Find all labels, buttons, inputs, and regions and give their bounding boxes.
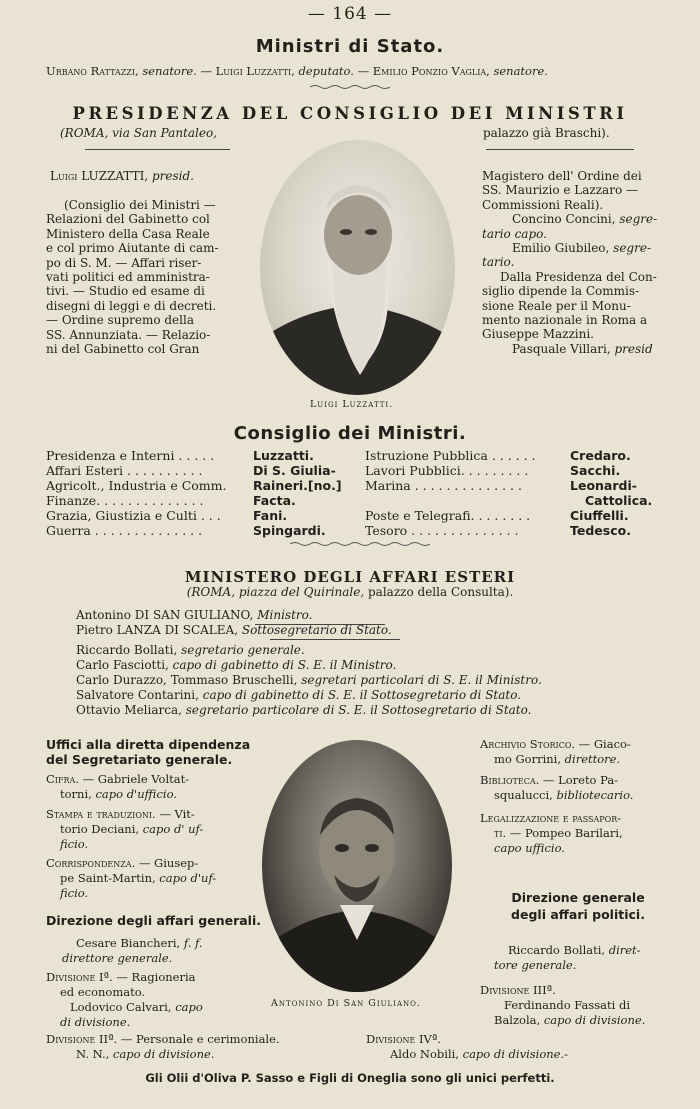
- footer-advertisement: Gli Olii d'Oliva P. Sasso e Figli di Oneglia sono gli unici perfetti.: [145, 1071, 555, 1085]
- ministri-stato-title: Ministri di Stato.: [255, 36, 445, 57]
- separator: —: [200, 64, 212, 78]
- text-line: Pasquale Villari, presid: [512, 341, 653, 356]
- staff-row: Pietro LANZA DI SCALEA, Sottosegretario di Stato.: [76, 623, 392, 637]
- text-line: Ministero della Casa Reale: [46, 226, 210, 241]
- separator: —: [357, 64, 370, 78]
- divisione-4-entry: Divisione IVª. Aldo Nobili, capo di divisione.-: [366, 1032, 569, 1061]
- rule: [270, 639, 400, 640]
- consiglio-title: Consiglio dei Ministri.: [233, 423, 467, 444]
- text-line: — Ordine supremo della: [46, 313, 194, 328]
- presidenza-title: PRESIDENZA DEL CONSIGLIO DEI MINISTRI: [72, 104, 628, 123]
- staff-row: Carlo Fasciotti, capo di gabinetto di S. E. il Ministro.: [76, 658, 397, 672]
- minister-row: Grazia, Giustizia e Culti . . . Fani.: [46, 508, 288, 523]
- text-line: Commissioni Reali).: [482, 197, 604, 212]
- bollati-entry: Riccardo Bollati, diret- tore generale.: [494, 943, 641, 972]
- ministri-stato-list: [46, 64, 676, 78]
- text-line: Concino Concini, segre-: [512, 212, 658, 227]
- divisione-3-entry: Divisione IIIª. Ferdinando Fassati di Balzola, capo di divisione.: [480, 983, 646, 1027]
- presidenza-right-column: [482, 169, 672, 356]
- archivio-entry: Archivio Storico. — Giaco- mo Gorrini, direttore.: [480, 737, 631, 766]
- cifra-entry: Cifra. — Gabriele Voltat- torni, capo d'ufficio.: [46, 772, 190, 801]
- luzzatti-caption: Luigi Luzzatti.: [310, 399, 394, 410]
- member-role: senatore.: [142, 64, 197, 78]
- text-line: tario capo.: [482, 226, 547, 241]
- consiglio-left-list: [46, 448, 356, 538]
- esteri-address: (ROMA, piazza del Quirinale, palazzo della Consulta).: [186, 585, 514, 599]
- biblioteca-entry: Biblioteca. — Loreto Pa- squalucci, bibliotecario.: [480, 773, 634, 802]
- president-name: Luigi LUZZATTI,: [50, 169, 149, 183]
- presidenza-address-left: (ROMA, via San Pantaleo,: [60, 126, 218, 140]
- member-name: Luigi Luzzatti,: [215, 64, 295, 78]
- ornament-divider: [310, 84, 390, 90]
- portrait-figure-icon: [262, 740, 452, 992]
- san-giuliano-portrait: [262, 740, 452, 992]
- minister-row: Finanze. . . . . . . . . . . . . . Facta.: [46, 493, 296, 508]
- staff-row: Riccardo Bollati, segretario generale.: [76, 643, 305, 657]
- presidenza-address-right: palazzo già Braschi).: [483, 126, 610, 140]
- ornament-divider: [290, 541, 430, 547]
- minister-row: Presidenza e Interni . . . . . Luzzatti.: [46, 448, 314, 463]
- rule: [85, 149, 230, 150]
- text-line: tario.: [482, 255, 515, 270]
- staff-row: Ottavio Meliarca, segretario particolare di S. E. il Sottosegretario di Stato.: [76, 703, 532, 717]
- staff-row: Salvatore Contarini, capo di gabinetto di S. E. il Sottosegretario di Stato.: [76, 688, 522, 702]
- text-line: (Consiglio dei Ministri —: [64, 198, 216, 212]
- text-line: mento nazionale in Roma a: [482, 313, 648, 328]
- esteri-title: MINISTERO DEGLI AFFARI ESTERI: [184, 568, 516, 586]
- stampa-entry: Stampa e traduzioni. — Vit- torio Deciani, capo d' uf- ficio.: [46, 807, 204, 851]
- divisione-2-entry: Divisione IIª. — Personale e cerimoniale. N. N., capo di divisione.: [46, 1032, 280, 1061]
- president-line: [50, 169, 194, 183]
- text-line: ni del Gabinetto col Gran: [46, 342, 200, 357]
- text-line: Magistero dell' Ordine dei: [482, 169, 642, 183]
- biancheri-entry: Cesare Biancheri, f. f. direttore generale.: [62, 936, 203, 965]
- text-line: e col primo Aiutante di cam-: [46, 241, 219, 256]
- minister-row: Lavori Pubblici. . . . . . . . . Sacchi.: [365, 463, 621, 478]
- luzzatti-portrait: [260, 140, 455, 395]
- member-role: senatore.: [493, 64, 548, 78]
- dir-affari-generali-heading: Direzione degli affari generali.: [46, 913, 261, 928]
- legalizzazione-entry: Legalizzazione e passapor- ti. — Pompeo Barilari, capo ufficio.: [480, 811, 623, 855]
- minister-row: Istruzione Pubblica . . . . . . Credaro.: [365, 448, 631, 463]
- text-line: po di S. M. — Affari riser-: [46, 255, 202, 270]
- text-line: vati politici ed amministra-: [46, 270, 210, 285]
- san-giuliano-caption: Antonino Di San Giuliano.: [271, 998, 421, 1009]
- member-name: Urbano Rattazzi,: [46, 64, 139, 78]
- text-line: Relazioni del Gabinetto col: [46, 212, 210, 227]
- staff-row: Antonino DI SAN GIULIANO, Ministro.: [76, 608, 313, 622]
- member-name: Emilio Ponzio Vaglia,: [372, 64, 490, 78]
- text-line: Emilio Giubileo, segre-: [512, 241, 651, 256]
- text-line: SS. Annunziata. — Relazio-: [46, 327, 211, 342]
- member-role: deputato.: [298, 64, 354, 78]
- minister-row: Marina . . . . . . . . . . . . . . Leonardi-: [365, 478, 637, 493]
- uffici-heading: Uffici alla diretta dipendenza del Segretariato generale.: [46, 737, 251, 767]
- president-role: presid.: [151, 169, 194, 183]
- presidenza-left-column: [46, 198, 244, 356]
- text-line: sione Reale per il Monu-: [482, 298, 631, 313]
- text-line: tivi. — Studio ed esame di: [46, 284, 205, 299]
- divisione-1-entry: Divisione Iª. — Ragioneria ed economato. Lodovico Calvari, capo di divisione.: [46, 970, 203, 1029]
- text-line: disegni di leggi e di decreti.: [46, 298, 217, 313]
- minister-row: Guerra . . . . . . . . . . . . . . Spingardi.: [46, 523, 326, 538]
- minister-row: Affari Esteri . . . . . . . . . . Di S. Giulia-: [46, 463, 336, 478]
- rule: [486, 149, 634, 150]
- dir-affari-politici-heading: Direzione generale degli affari politici.: [511, 890, 645, 922]
- consiglio-right-list: [365, 448, 685, 538]
- page-number: — 164 —: [307, 4, 393, 24]
- text-line: Dalla Presidenza del Con-: [500, 269, 657, 284]
- text-line: siglio dipende la Commis-: [482, 284, 640, 299]
- text-line: SS. Maurizio e Lazzaro —: [482, 183, 638, 198]
- text-line: Giuseppe Mazzini.: [482, 327, 594, 342]
- staff-row: Carlo Durazzo, Tommaso Bruschelli, segretari particolari di S. E. il Ministro.: [76, 673, 542, 687]
- portrait-figure-icon: [260, 140, 455, 395]
- minister-row: Agricolt., Industria e Comm. Raineri.[no.]: [46, 478, 342, 493]
- corrispondenza-entry: Corrispondenza. — Giusep- pe Saint-Martin, capo d'uf- ficio.: [46, 856, 217, 900]
- minister-row: Cattolica.: [585, 493, 653, 508]
- minister-row: Poste e Telegrafi. . . . . . . . Ciuffelli.: [365, 508, 629, 523]
- minister-row: Tesoro . . . . . . . . . . . . . . Tedesco.: [365, 523, 631, 538]
